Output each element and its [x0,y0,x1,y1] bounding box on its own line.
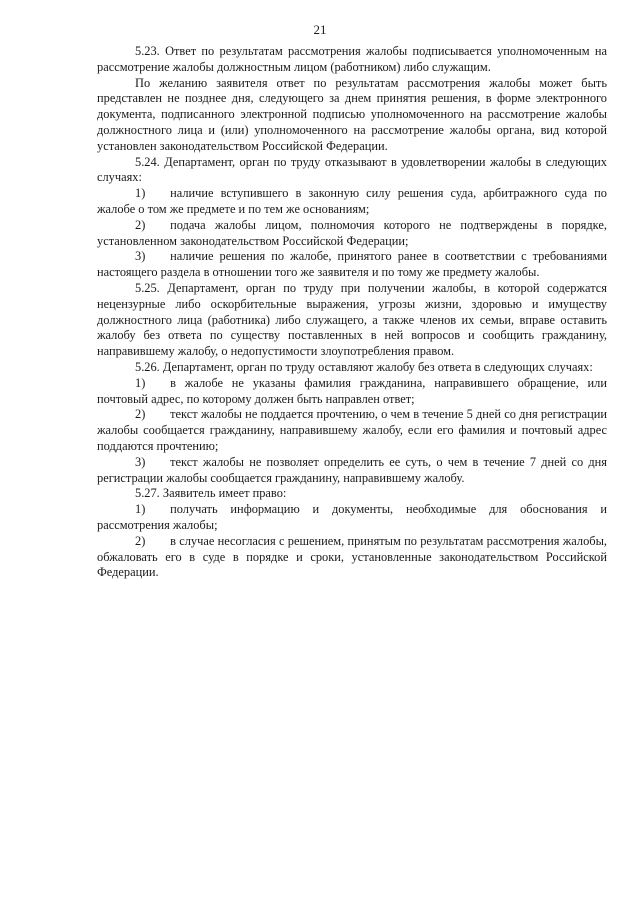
paragraph-5-24: 5.24. Департамент, орган по труду отказывают в удовлетворении жалобы в следующих случаях: [97,154,607,185]
page-number: 21 [313,22,327,37]
list-item-5-24-2: 2) подача жалобы лицом, полномочия которого не подтверждены в порядке, установленном законодательством Российской Федерации; [97,217,607,248]
paragraph-5-27: 5.27. Заявитель имеет право: [135,486,287,501]
paragraph-5-26: 5.26. Департамент, орган по труду оставляют жалобу без ответа в следующих случаях: [135,359,593,374]
paragraph-5-25: 5.25. Департамент, орган по труду при получении жалобы, в которой содержатся нецензурные либо оскорбительные выражения, угрозы жизни, здоровью и имуществу должностного лица (работника) либо служащего, а также членов их семьи, вправе оставить жалобу без ответа по существу поставленных в ней вопросов и сообщить гражданину, направившему жалобу, о недопустимости злоупотребления правом. [97,280,607,359]
document-body [97,44,607,581]
paragraph-electronic-reply: По желанию заявителя ответ по результатам рассмотрения жалобы может быть представлен не позднее дня, следующего за днем принятия решения, в форме электронного документа, подписанного электронной подписью уполномоченного на рассмотрение жалобы должностного лица и (или) уполномоченного на рассмотрение жалобы органа, вид которой установлен законодательством Российской Федерации. [97,75,607,153]
list-item-5-27-1: 1) получать информацию и документы, необходимые для обоснования и рассмотрения жалобы; [97,502,607,532]
paragraph-5-23: 5.23. Ответ по результатам рассмотрения жалобы подписывается уполномоченным на рассмотрение жалобы должностным лицом (работником) либо служащим. [97,44,607,74]
list-item-5-26-2: 2) текст жалобы не поддается прочтению, о чем в течение 5 дней со дня регистрации жалобы сообщается гражданину, направившему жалобу, если его фамилия и почтовый адрес поддаются прочтению; [97,407,607,453]
list-item-5-26-1: 1) в жалобе не указаны фамилия гражданина, направившего обращение, или почтовый адрес, по которому должен быть направлен ответ; [97,375,607,406]
list-item-5-24-3: 3) наличие решения по жалобе, принятого ранее в соответствии с требованиями настоящего раздела в отношении того же заявителя и по тому же предмету жалобы. [97,249,607,280]
list-item-5-24-1: 1) наличие вступившего в законную силу решения суда, арбитражного суда по жалобе о том же предмете и по тем же основаниям; [97,186,607,216]
list-item-5-26-3: 3) текст жалобы не позволяет определить ее суть, о чем в течение 7 дней со дня регистрации жалобы сообщается гражданину, направившему жалобу. [97,454,607,485]
list-item-5-27-2: 2) в случае несогласия с решением, принятым по результатам рассмотрения жалобы, обжаловать его в суде в порядке и сроки, установленные законодательством Российской Федерации. [97,533,607,580]
